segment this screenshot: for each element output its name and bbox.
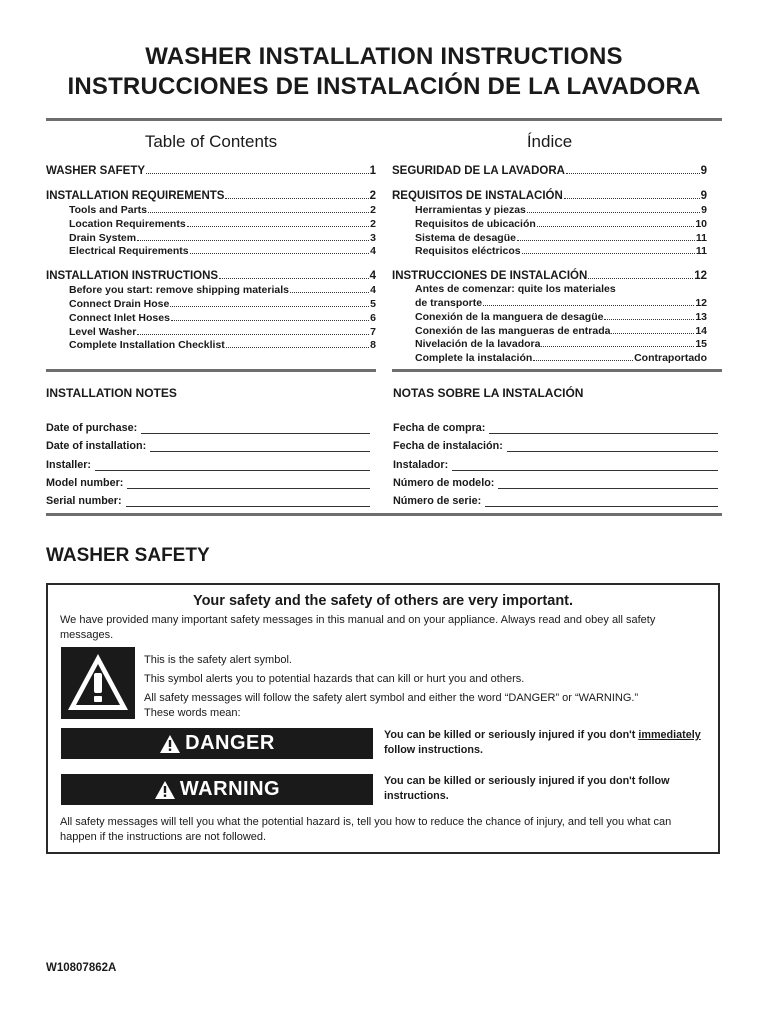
danger-alert-icon <box>159 734 181 754</box>
toc-english-heading: Table of Contents <box>144 132 278 151</box>
numero-de-serie-field[interactable]: Número de serie: <box>393 489 718 507</box>
toc-entry-de-transporte[interactable]: de transporte 12 <box>415 296 707 309</box>
toc-entry-complete-instalacion[interactable]: Complete la instalación Contraportado <box>415 352 707 365</box>
toc-entry-herramientas[interactable]: Herramientas y piezas 9 <box>415 204 707 216</box>
safety-footer: All safety messages will tell you what the potential hazard is, tell you how to reduce the chance of injury, and tell you what can happen if the instructions are not followed. <box>60 816 672 843</box>
toc-entry-desague[interactable]: Sistema de desagüe 11 <box>415 231 707 244</box>
immediately-emphasis: immediately <box>638 729 701 741</box>
toc-entry-nivelacion[interactable]: Nivelación de la lavadora 15 <box>415 338 707 351</box>
toc-entry-requisitos[interactable]: REQUISITOS DE INSTALACIÓN 9 <box>392 190 707 202</box>
washer-safety-heading: WASHER SAFETY <box>46 545 210 566</box>
installation-notes-heading: INSTALLATION NOTES <box>46 386 177 400</box>
toc-entry-instrucciones[interactable]: INSTRUCCIONES DE INSTALACIÓN 12 <box>392 270 707 283</box>
toc-spanish-heading: Índice <box>526 132 573 151</box>
toc-entry-seguridad[interactable]: SEGURIDAD DE LA LAVADORA 9 <box>392 165 707 177</box>
toc-entry-level-washer[interactable]: Level Washer 7 <box>69 325 376 338</box>
danger-description: You can be killed or seriously injured if you don't immediately follow instructions. <box>384 729 701 756</box>
toc-entry-installation-instructions[interactable]: INSTALLATION INSTRUCTIONS 4 <box>46 270 376 283</box>
title-spanish: INSTRUCCIONES DE INSTALACIÓN DE LA LAVADORA <box>67 73 701 100</box>
fecha-de-compra-field[interactable]: Fecha de compra: <box>393 416 718 434</box>
divider-safety <box>46 513 722 516</box>
toc-entry-mangueras-entrada[interactable]: Conexión de las mangueras de entrada 14 <box>415 324 707 337</box>
alert-line-2: This symbol alerts you to potential hazards that can kill or hurt you and others. <box>144 673 525 685</box>
notas-instalacion-heading: NOTAS SOBRE LA INSTALACIÓN <box>393 386 584 400</box>
toc-english <box>46 132 376 352</box>
installer-field[interactable]: Installer: <box>46 452 370 470</box>
danger-banner <box>61 728 373 759</box>
date-of-installation-field[interactable]: Date of installation: <box>46 434 370 452</box>
toc-entry-connect-drain-hose[interactable]: Connect Drain Hose 5 <box>69 297 376 310</box>
instalador-field[interactable]: Instalador: <box>393 452 718 470</box>
alert-line-1: This is the safety alert symbol. <box>144 654 292 666</box>
toc-entry-manguera-desague[interactable]: Conexión de la manguera de desagüe 13 <box>415 310 707 323</box>
warning-banner <box>61 774 373 805</box>
safety-alert-text <box>144 653 638 721</box>
toc-entry-washer-safety[interactable]: WASHER SAFETY 1 <box>46 165 376 177</box>
toc-entry-installation-requirements[interactable]: INSTALLATION REQUIREMENTS 2 <box>46 190 376 202</box>
safety-box <box>46 583 720 854</box>
divider-left-notes <box>46 369 376 372</box>
toc-spanish <box>392 132 707 365</box>
model-number-field[interactable]: Model number: <box>46 471 370 489</box>
alert-line-3: All safety messages will follow the safety alert symbol and either the word “DANGER” or “WARNING.” <box>144 692 639 704</box>
toc-entry-installation-checklist[interactable]: Complete Installation Checklist 8 <box>69 339 376 352</box>
divider-right-notes <box>392 369 722 372</box>
numero-de-modelo-field[interactable]: Número de modelo: <box>393 471 718 489</box>
fecha-de-instalacion-field[interactable]: Fecha de instalación: <box>393 434 718 452</box>
toc-entry-electricos[interactable]: Requisitos eléctricos 11 <box>415 245 707 258</box>
installation-notes <box>46 386 370 507</box>
safety-intro: We have provided many important safety messages in this manual and on your appliance. Always read and obey all safety messages. <box>60 614 656 641</box>
toc-entry-ubicacion[interactable]: Requisitos de ubicación 10 <box>415 217 707 230</box>
toc-entry-remove-shipping-materials[interactable]: Before you start: remove shipping materials 4 <box>69 284 376 297</box>
serial-number-field[interactable]: Serial number: <box>46 489 370 507</box>
notas-instalacion <box>393 386 718 507</box>
alert-line-4: These words mean: <box>144 707 241 719</box>
safety-alert-icon <box>61 647 135 719</box>
toc-entry-connect-inlet-hoses[interactable]: Connect Inlet Hoses 6 <box>69 311 376 324</box>
toc-entry-antes-de-comenzar[interactable]: Antes de comenzar: quite los materiales <box>415 283 616 296</box>
toc-entry-electrical-requirements[interactable]: Electrical Requirements 4 <box>69 245 376 258</box>
warning-alert-icon <box>154 780 176 800</box>
safety-headline: Your safety and the safety of others are very important. <box>192 593 574 609</box>
divider-top <box>46 118 722 121</box>
toc-entry-tools-and-parts[interactable]: Tools and Parts 2 <box>69 204 376 216</box>
title-english: WASHER INSTALLATION INSTRUCTIONS <box>145 43 623 70</box>
warning-description: You can be killed or seriously injured if you don't follow instructions. <box>384 775 670 802</box>
date-of-purchase-field[interactable]: Date of purchase: <box>46 416 370 434</box>
danger-label: DANGER <box>185 732 275 754</box>
document-title <box>0 42 768 102</box>
toc-entry-drain-system[interactable]: Drain System 3 <box>69 231 376 244</box>
warning-label: WARNING <box>179 778 281 800</box>
toc-entry-location-requirements[interactable]: Location Requirements 2 <box>69 217 376 230</box>
document-code: W10807862A <box>46 962 117 974</box>
